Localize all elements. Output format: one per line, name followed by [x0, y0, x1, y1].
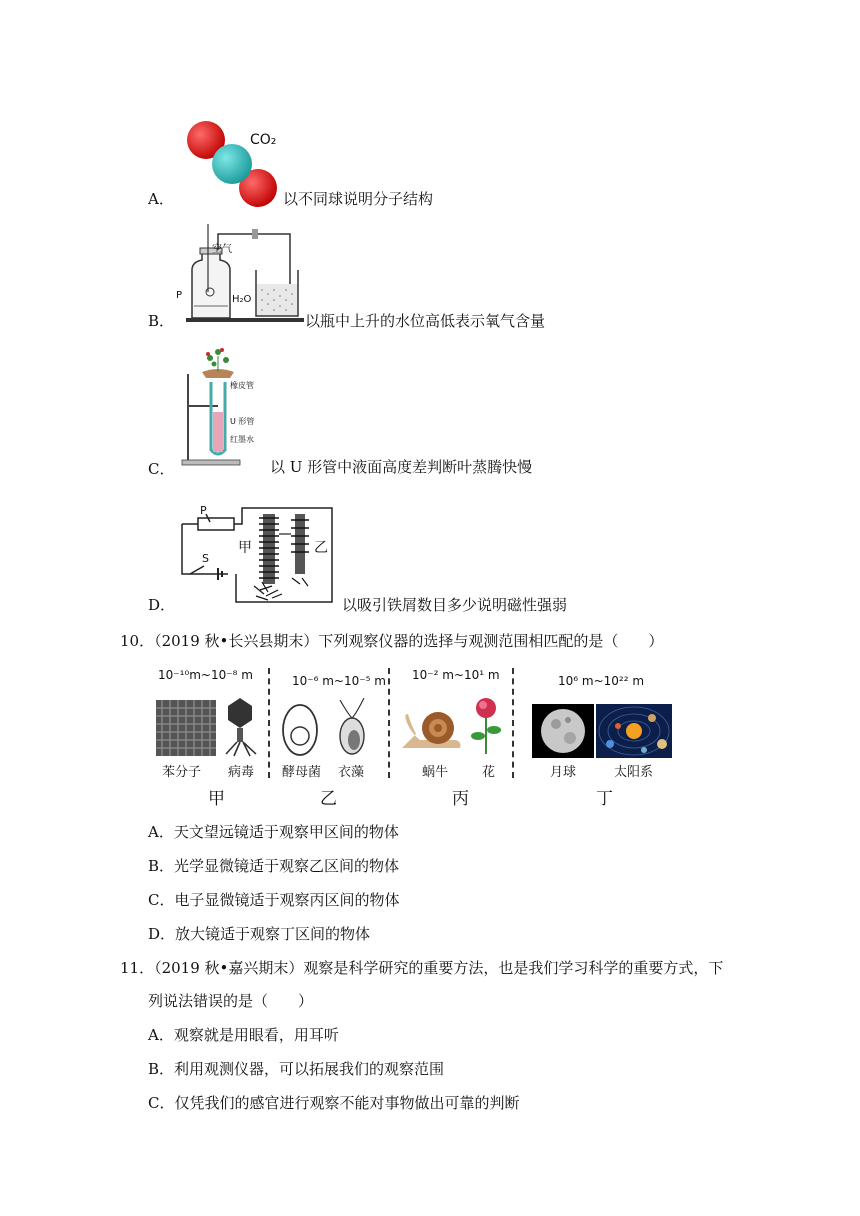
q11-stem-line2: 列说法错误的是（ ） — [148, 992, 314, 1010]
item-benzene: 苯分子 — [162, 765, 202, 780]
item-solar-system: 太阳系 — [614, 765, 654, 780]
q11-stem-line1: 11．（2019 秋•嘉兴期末）观察是科学研究的重要方法，也是我们学习科学的重要方式，下 — [120, 959, 724, 977]
p-label: P — [176, 290, 183, 301]
tube-label: 橡皮管 — [230, 381, 254, 390]
u-tube-label: U 形管 — [230, 417, 255, 426]
q10-stem: 10．（2019 秋•长兴县期末）下列观察仪器的选择与观测范围相匹配的是（ ） — [120, 632, 664, 650]
oxygen-apparatus-diagram — [172, 220, 304, 324]
item-flower: 花 — [482, 765, 496, 780]
label-ding: 丁 — [596, 789, 613, 809]
p-label-d: P — [200, 504, 207, 517]
q10-figure — [150, 664, 690, 808]
water-label: H₂O — [232, 294, 252, 305]
label-jia: 甲 — [208, 789, 225, 809]
option-a-letter: A． — [148, 190, 174, 208]
flower-image — [468, 696, 504, 756]
item-moon: 月球 — [550, 765, 577, 780]
solar-system-image — [596, 704, 672, 758]
q10-option-b[interactable]: B．光学显微镜适于观察乙区间的物体 — [148, 857, 400, 875]
option-d-letter: D． — [148, 596, 176, 614]
q10-option-a[interactable]: A．天文望远镜适于观察甲区间的物体 — [148, 823, 399, 841]
s-label: S — [202, 552, 209, 565]
option-c-letter: C． — [148, 460, 175, 478]
item-yeast: 酵母菌 — [282, 765, 322, 780]
option-c — [0, 340, 860, 480]
option-d — [0, 488, 860, 613]
yi-label: 乙 — [314, 540, 328, 556]
option-d-text: 以吸引铁屑数目多少说明磁性强弱 — [342, 596, 568, 614]
jia-label: 甲 — [238, 540, 252, 556]
item-algae: 衣藻 — [338, 765, 365, 780]
benzene-image — [156, 700, 216, 756]
air-label: 空气 — [212, 244, 232, 255]
range-bing: 10⁻² m~10¹ m — [412, 668, 500, 682]
q11-option-b[interactable]: B．利用观测仪器，可以拓展我们的观察范围 — [148, 1060, 445, 1078]
range-yi: 10⁻⁶ m~10⁻⁵ m — [292, 674, 386, 688]
option-a — [0, 110, 860, 210]
option-a-text: 以不同球说明分子结构 — [283, 190, 434, 208]
co2-label: CO₂ — [250, 132, 277, 148]
yeast-image — [280, 700, 320, 758]
moon-image — [532, 704, 594, 758]
virus-image — [222, 696, 258, 758]
item-virus: 病毒 — [228, 765, 255, 780]
option-c-text: 以 U 形管中液面高度差判断叶蒸腾快慢 — [270, 458, 533, 476]
option-b — [0, 218, 860, 333]
label-bing: 丙 — [452, 789, 469, 809]
ink-label: 红墨水 — [230, 435, 254, 444]
label-yi: 乙 — [320, 789, 337, 809]
co2-molecule-diagram — [180, 120, 290, 210]
option-b-letter: B． — [148, 312, 175, 330]
q10-option-c[interactable]: C．电子显微镜适于观察丙区间的物体 — [148, 891, 400, 909]
range-jia: 10⁻¹⁰m~10⁻⁸ m — [158, 668, 253, 682]
q10-option-d[interactable]: D．放大镜适于观察丁区间的物体 — [148, 925, 371, 943]
q11-option-c[interactable]: C．仅凭我们的感官进行观察不能对事物做出可靠的判断 — [148, 1094, 520, 1112]
range-ding: 10⁶ m~10²² m — [558, 674, 645, 688]
electromagnet-circuit-diagram — [168, 494, 340, 608]
option-b-text: 以瓶中上升的水位高低表示氧气含量 — [305, 312, 546, 330]
transpiration-apparatus-diagram — [178, 342, 268, 466]
item-snail: 蜗牛 — [422, 765, 449, 780]
q11-option-a[interactable]: A．观察就是用眼看，用耳听 — [148, 1026, 339, 1044]
snail-image — [400, 704, 464, 752]
algae-image — [332, 694, 372, 758]
